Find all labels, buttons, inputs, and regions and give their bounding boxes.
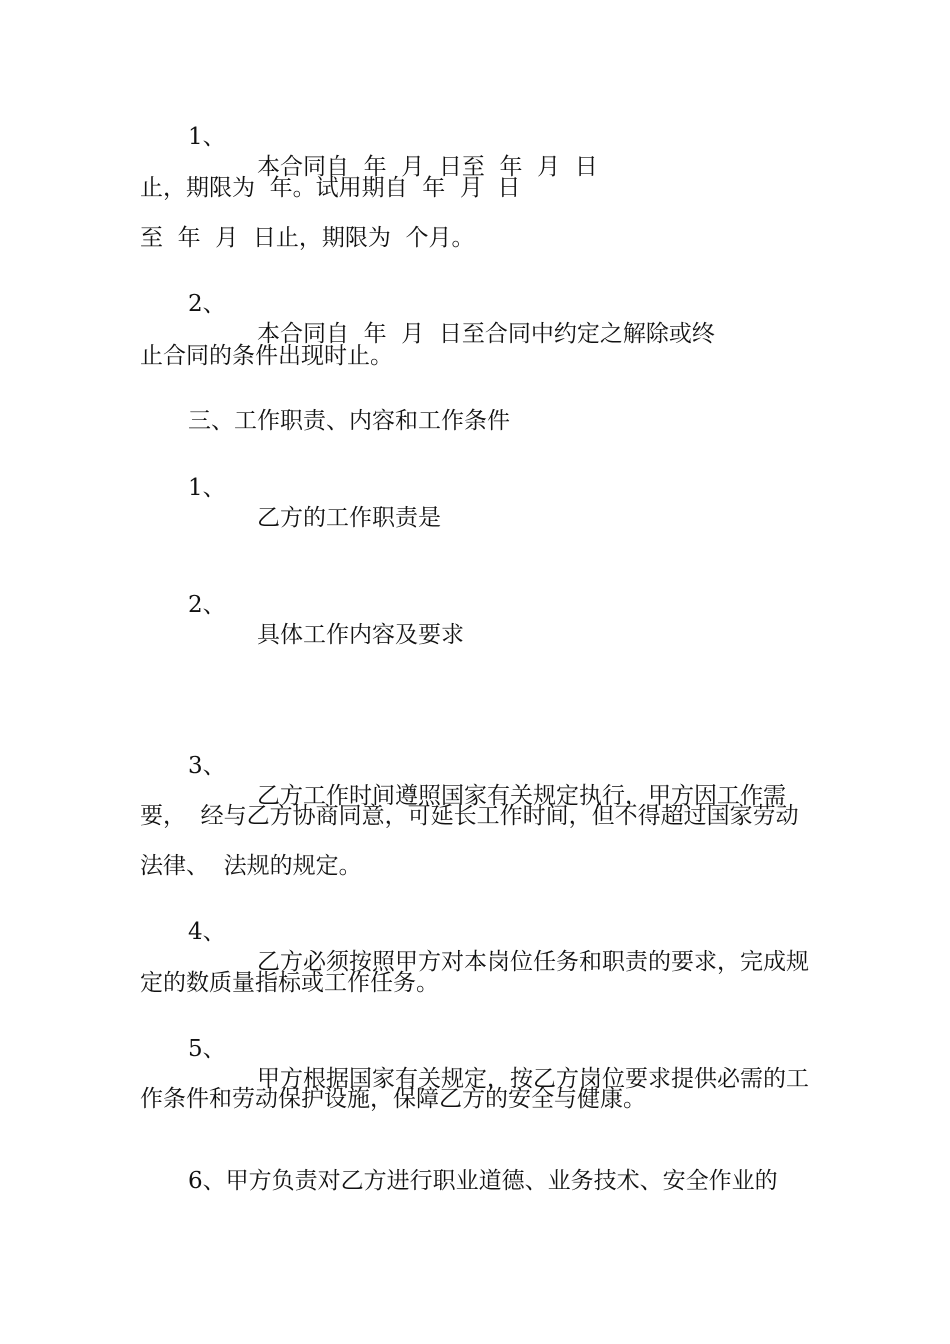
clause-number: 2、 bbox=[188, 291, 226, 317]
clause-text: 法律、 法规的规定。 bbox=[140, 853, 362, 879]
clause-text: 定的数质量指标或工作任务。 bbox=[140, 970, 439, 996]
clause-text: 甲方根据国家有关规定，按乙方岗位要求提供必需的工 bbox=[257, 1066, 809, 1092]
clause-text: 本合同自 年 月 日至 年 月 日 bbox=[257, 154, 598, 180]
clause-3-2 bbox=[0, 560, 464, 680]
clause-text: 乙方必须按照甲方对本岗位任务和职责的要求，完成规 bbox=[257, 949, 809, 975]
section-heading-text: 三、工作职责、内容和工作条件 bbox=[188, 408, 510, 434]
clause-text: 止，期限为 年。试用期自 年 月 日 bbox=[140, 175, 521, 201]
clause-number: 1、 bbox=[188, 124, 226, 150]
clause-number: 2、 bbox=[188, 592, 226, 618]
clause-3-1 bbox=[0, 443, 441, 563]
clause-text: 本合同自 年 月 日至合同中约定之解除或终 bbox=[257, 321, 715, 347]
clause-number: 3、 bbox=[188, 753, 226, 779]
clause-number: 4、 bbox=[188, 919, 226, 945]
clause-text: 止合同的条件出现时止。 bbox=[140, 343, 393, 369]
clause-number: 5、 bbox=[188, 1036, 226, 1062]
clause-text: 要， 经与乙方协商同意，可延长工作时间，但不得超过国家劳动 bbox=[140, 803, 799, 829]
clause-text: 至 年 月 日止，期限为 个月。 bbox=[140, 225, 475, 251]
clause-text: 作条件和劳动保护设施，保障乙方的安全与健康。 bbox=[140, 1086, 646, 1112]
clause-text: 乙方工作时间遵照国家有关规定执行，甲方因工作需 bbox=[257, 783, 786, 809]
clause-text: 6、甲方负责对乙方进行职业道德、业务技术、安全作业的 bbox=[188, 1168, 778, 1194]
clause-3-6 bbox=[0, 1136, 778, 1226]
clause-number: 1、 bbox=[188, 475, 226, 501]
clause-text: 具体工作内容及要求 bbox=[257, 622, 464, 648]
clause-text: 乙方的工作职责是 bbox=[257, 505, 441, 531]
